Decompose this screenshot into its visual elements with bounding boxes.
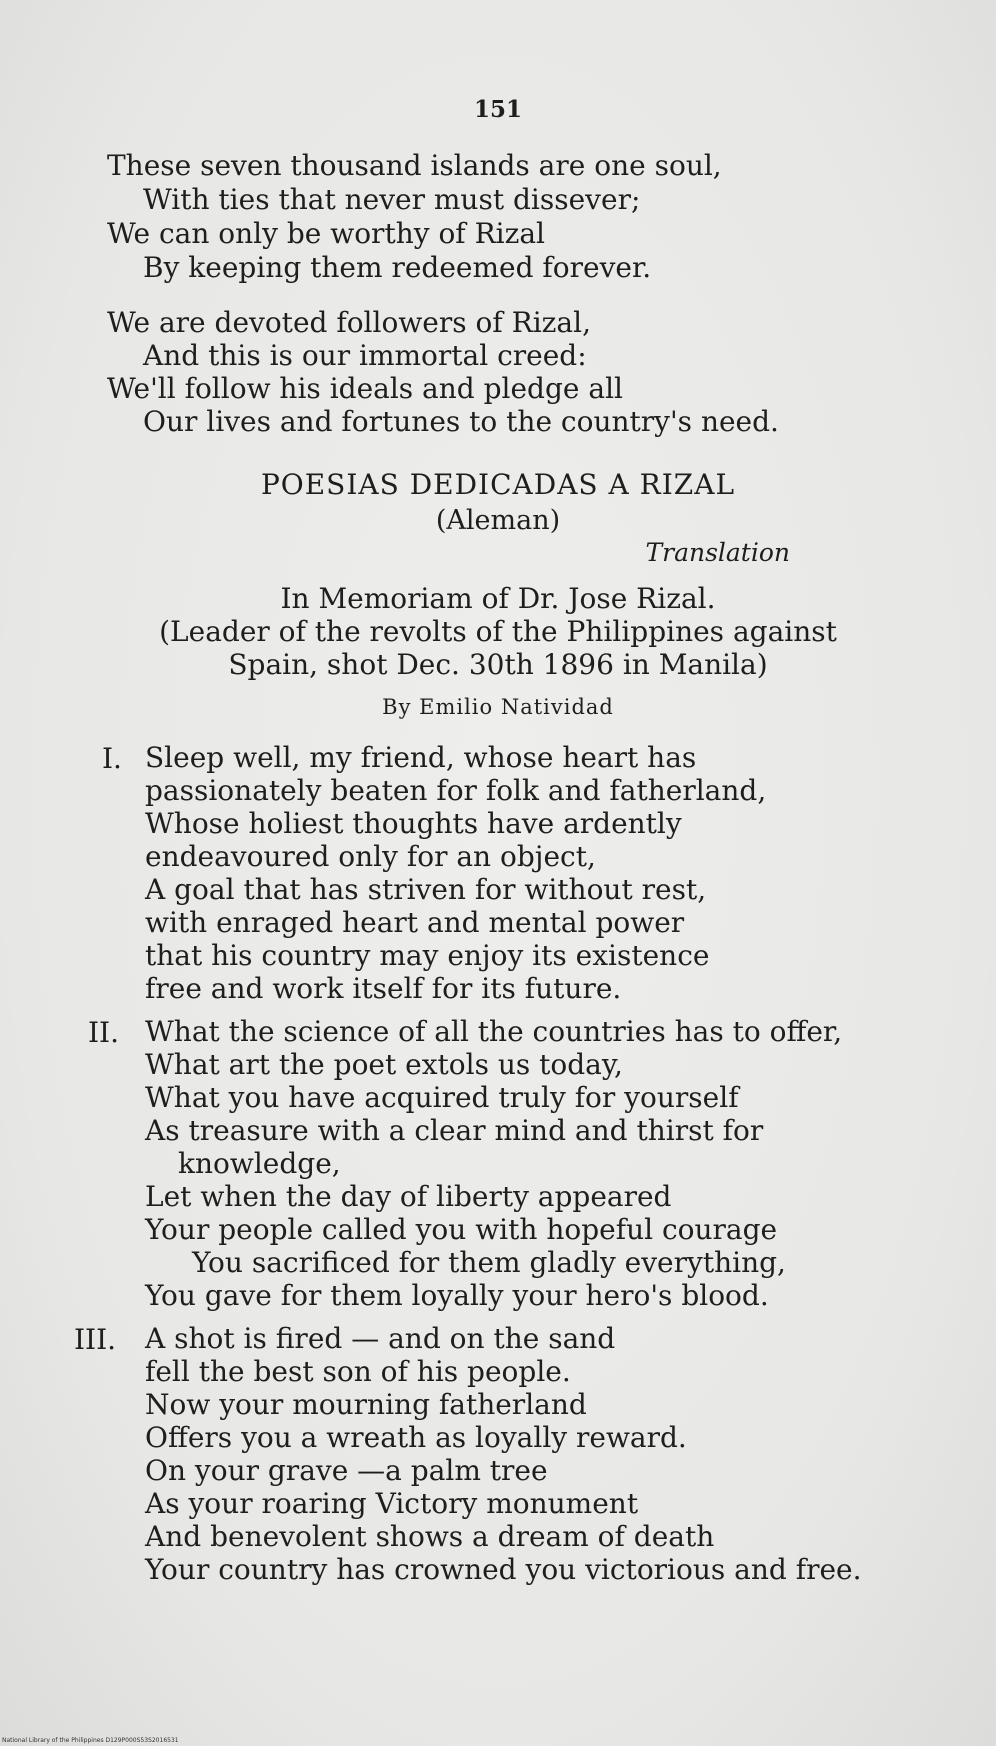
stanza2-line-4: Our lives and fortunes to the country's need. bbox=[143, 405, 779, 438]
section2-line-3: What you have acquired truly for yourself bbox=[145, 1081, 739, 1114]
memoriam-line-3: Spain, shot Dec. 30th 1896 in Manila) bbox=[228, 648, 768, 681]
section1-line-6: with enraged heart and mental power bbox=[145, 906, 685, 939]
stanza2-line-2: And this is our immortal creed: bbox=[143, 339, 587, 372]
poem-title: POESIAS DEDICADAS A RIZAL bbox=[260, 468, 736, 501]
stanza1-line-4: By keeping them redeemed forever. bbox=[143, 251, 652, 284]
section3-line-5: On your grave —a palm tree bbox=[145, 1454, 548, 1487]
section2-line-2: What art the poet extols us today, bbox=[145, 1048, 623, 1081]
section1-line-7: that his country may enjoy its existence bbox=[145, 939, 710, 972]
section3-numeral: III. bbox=[74, 1323, 117, 1356]
stanza1-line-3: We can only be worthy of Rizal bbox=[107, 217, 546, 250]
section2-line-8: You sacrificed for them gladly everything, bbox=[192, 1246, 786, 1279]
page-number: 151 bbox=[473, 96, 522, 123]
section1-line-2: passionately beaten for folk and fatherland, bbox=[145, 774, 767, 807]
section2-line-9: You gave for them loyally your hero's blood. bbox=[145, 1279, 769, 1312]
section3-line-3: Now your mourning fatherland bbox=[145, 1388, 587, 1421]
section2-numeral: II. bbox=[88, 1016, 120, 1049]
library-credit: National Library of the Philippines D129P000S53S2016531 bbox=[2, 1737, 179, 1744]
section3-line-2: fell the best son of his people. bbox=[145, 1355, 571, 1388]
section1-line-3: Whose holiest thoughts have ardently bbox=[145, 807, 682, 840]
section2-line-7: Your people called you with hopeful courage bbox=[145, 1213, 778, 1246]
section3-line-1: A shot is fired — and on the sand bbox=[145, 1322, 616, 1355]
stanza1-line-1: These seven thousand islands are one soul, bbox=[107, 149, 722, 182]
stanza2-line-3: We'll follow his ideals and pledge all bbox=[107, 372, 623, 405]
stanza2-line-1: We are devoted followers of Rizal, bbox=[107, 306, 591, 339]
memoriam-line-2: (Leader of the revolts of the Philippines against bbox=[159, 615, 837, 648]
section3-line-8: Your country has crowned you victorious and free. bbox=[145, 1553, 862, 1586]
section3-line-7: And benevolent shows a dream of death bbox=[145, 1520, 715, 1553]
section2-line-5: knowledge, bbox=[178, 1147, 341, 1180]
section2-line-6: Let when the day of liberty appeared bbox=[145, 1180, 672, 1213]
stanza1-line-2: With ties that never must dissever; bbox=[143, 183, 641, 216]
section1-line-8: free and work itself for its future. bbox=[145, 972, 622, 1005]
section2-line-4: As treasure with a clear mind and thirst for bbox=[145, 1114, 764, 1147]
memoriam-line-1: In Memoriam of Dr. Jose Rizal. bbox=[280, 582, 716, 615]
section3-line-6: As your roaring Victory monument bbox=[145, 1487, 639, 1520]
translation-label: Translation bbox=[645, 538, 790, 567]
section1-line-1: Sleep well, my friend, whose heart has bbox=[145, 741, 697, 774]
section1-line-5: A goal that has striven for without rest, bbox=[145, 873, 707, 906]
section3-line-4: Offers you a wreath as loyally reward. bbox=[145, 1421, 687, 1454]
section1-line-4: endeavoured only for an object, bbox=[145, 840, 596, 873]
author-byline: By Emilio Natividad bbox=[382, 695, 614, 719]
section1-numeral: I. bbox=[102, 742, 122, 775]
poem-subtitle: (Aleman) bbox=[435, 505, 561, 536]
section2-line-1: What the science of all the countries has to offer, bbox=[145, 1015, 843, 1048]
